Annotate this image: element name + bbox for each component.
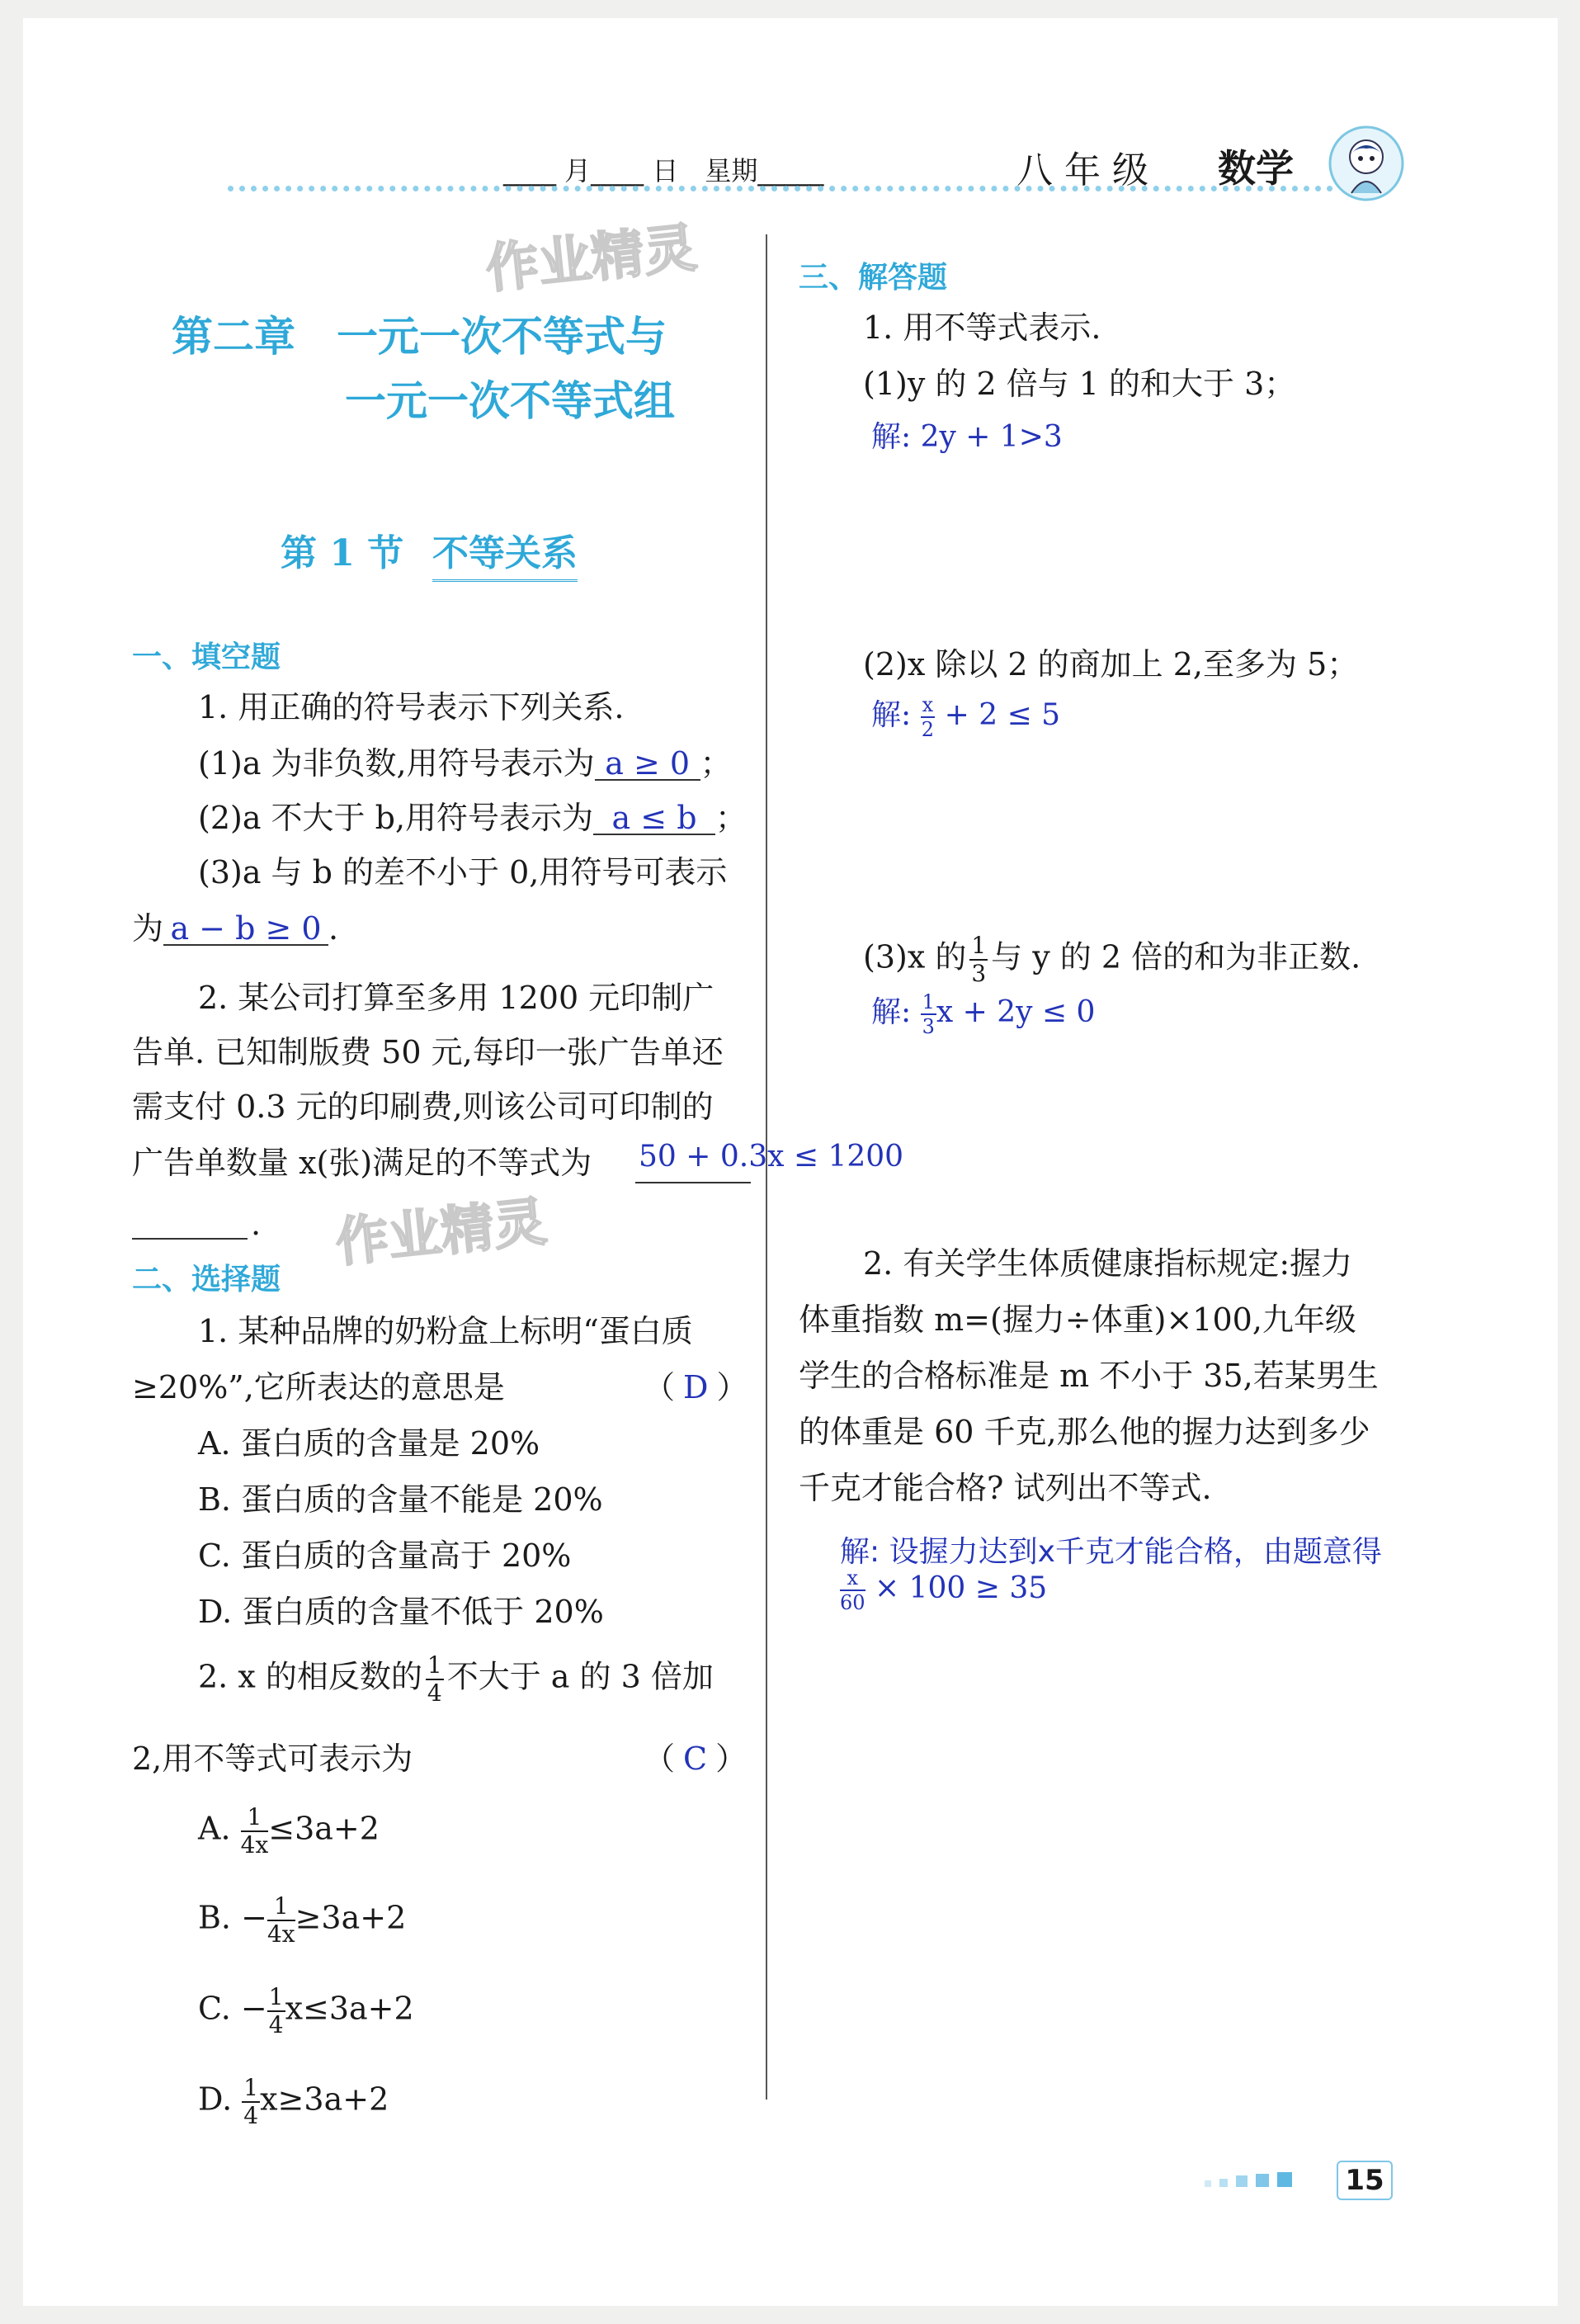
solve-q2-line3: 学生的合格标准是 m 不小于 35,若某男生 — [799, 1358, 1379, 1394]
choice-q2-option-b — [198, 1892, 407, 1948]
footer-dots — [1205, 2172, 1292, 2190]
section-number: 第 1 节 — [281, 532, 404, 574]
fraction-numerator: 1 — [243, 2074, 259, 2101]
answer-prefix: 解: — [871, 698, 912, 732]
fraction-denominator: 60 — [840, 1591, 865, 1614]
fraction — [921, 992, 936, 1037]
fraction — [266, 1892, 295, 1948]
choice-q1-answer: D — [683, 1369, 709, 1405]
period: . — [251, 1206, 262, 1242]
fill-q1-part3-answer-line — [132, 910, 339, 947]
option-rest: ≤3a+2 — [268, 1810, 380, 1847]
fill-q2-blank-line2 — [132, 1238, 248, 1240]
fraction-numerator: 1 — [922, 990, 935, 1013]
fraction-numerator: 1 — [971, 932, 987, 959]
solve-q1-stem: 1. 用不等式表示. — [863, 309, 1101, 346]
fill-q1-part1 — [198, 745, 732, 782]
choice-q1-answer-bracket — [644, 1369, 748, 1405]
mascot-icon — [1327, 124, 1406, 206]
fraction — [426, 1651, 444, 1707]
choice-q2-line2: 2,用不等式可表示为 — [132, 1741, 413, 1777]
solve-q2-line1: 2. 有关学生体质健康指标规定:握力 — [863, 1245, 1353, 1282]
solve-heading: 三、解答题 — [799, 261, 948, 295]
subject-label: 数学 — [1218, 146, 1294, 191]
fill-q1-part3-prefix: 为 — [132, 910, 164, 947]
solve-q2-line4: 的体重是 60 千克,那么他的握力达到多少 — [799, 1414, 1370, 1450]
paren-right: ） — [715, 1741, 748, 1777]
choice-q1-line2: ≥20%”,它所表达的意思是 — [132, 1369, 505, 1405]
watermark: 作业精灵 — [483, 217, 700, 301]
choice-q2-text-b: 不大于 a 的 3 倍加 — [446, 1658, 714, 1695]
option-rest: ≥3a+2 — [295, 1899, 407, 1936]
fill-q1-part2-answer: a ≤ b — [593, 802, 715, 835]
fraction — [969, 934, 988, 985]
answer-prefix: 解: — [871, 995, 912, 1029]
choice-q1-option-b: B. 蛋白质的含量不能是 20% — [198, 1481, 603, 1518]
fill-q1-part2-text: (2)a 不大于 b,用符号表示为 — [198, 800, 594, 836]
fraction-denominator: 4 — [243, 2102, 259, 2129]
paren-right: ） — [716, 1369, 748, 1405]
option-rest: x≤3a+2 — [285, 1990, 414, 2027]
fill-q2-line2: 告单. 已知制版费 50 元,每印一张广告单还 — [132, 1034, 724, 1070]
option-label: D. — [198, 2081, 233, 2118]
choice-q2-answer: C — [683, 1741, 708, 1777]
choice-q2-answer-bracket — [644, 1741, 748, 1777]
choice-q2-line1 — [198, 1651, 714, 1707]
period: . — [328, 910, 339, 947]
fill-q1-part1-text: (1)a 为非负数,用符号表示为 — [198, 745, 595, 782]
fill-q1-part3-text: (3)a 与 b 的差不小于 0,用符号可表示 — [198, 854, 728, 890]
semicolon: ； — [715, 800, 748, 836]
solve-q2-answer-line2 — [840, 1568, 1047, 1613]
fraction-numerator: x — [922, 693, 934, 716]
semicolon: ； — [700, 745, 732, 782]
solve-q2-line2: 体重指数 m=(握力÷体重)×100,九年级 — [799, 1301, 1356, 1338]
answer-rest: x + 2y ≤ 0 — [936, 995, 1096, 1029]
choice-q1-option-a: A. 蛋白质的含量是 20% — [198, 1425, 540, 1462]
fill-q1-part3-answer: a − b ≥ 0 — [163, 913, 328, 946]
choice-q2-option-a — [198, 1803, 380, 1859]
fill-q2-line3: 需支付 0.3 元的印刷费,则该公司可印制的 — [132, 1089, 714, 1125]
fraction-denominator: 4x — [266, 1920, 295, 1948]
chapter-title-line2: 一元一次不等式组 — [345, 377, 675, 425]
option-rest: x≥3a+2 — [260, 2081, 389, 2118]
solve-q1-answer2 — [871, 695, 1060, 739]
fraction — [242, 2076, 260, 2128]
choice-q2-text-a: 2. x 的相反数的 — [198, 1658, 422, 1695]
answer-rest: + 2 ≤ 5 — [944, 698, 1061, 732]
fraction — [267, 1983, 285, 2038]
solve-q1-answer3 — [871, 992, 1095, 1037]
fraction-numerator: 1 — [241, 1806, 269, 1832]
choice-q2-option-c — [198, 1983, 414, 2038]
date-line: ____ 月____ 日 星期_____ — [503, 155, 824, 187]
option-label: B. — [198, 1899, 232, 1936]
fill-q2-answer: 50 + 0.3x ≤ 1200 — [639, 1140, 904, 1174]
fraction-numerator: x — [840, 1568, 865, 1591]
choice-q1-line1: 1. 某种品牌的奶粉盒上标明“蛋白质 — [198, 1313, 693, 1349]
part3-text-a: (3)x 的 — [863, 938, 967, 975]
fraction-numerator: 1 — [267, 1895, 295, 1921]
choice-q1-option-c: C. 蛋白质的含量高于 20% — [198, 1538, 572, 1574]
part3-text-b: 与 y 的 2 倍的和为非正数. — [991, 938, 1361, 975]
chapter-title-line1: 第二章 一元一次不等式与 — [172, 313, 667, 361]
paren-left: （ — [644, 1369, 676, 1405]
fraction-denominator: 4 — [268, 2011, 284, 2038]
solve-q1-part3 — [863, 934, 1361, 985]
answer-rest: × 100 ≥ 35 — [875, 1571, 1048, 1605]
watermark: 作业精灵 — [333, 1191, 549, 1275]
page — [23, 18, 1558, 2306]
solve-q1-part2: (2)x 除以 2 的商加上 2,至多为 5； — [863, 646, 1359, 683]
fill-heading: 一、填空题 — [132, 640, 281, 674]
fill-q2-blank-line — [635, 1182, 751, 1183]
fraction-numerator: 1 — [268, 1983, 284, 2010]
solve-q1-answer1: 解: 2y + 1>3 — [871, 420, 1063, 454]
option-label: A. — [198, 1810, 231, 1847]
fraction — [240, 1803, 269, 1859]
fill-q2-line4: 广告单数量 x(张)满足的不等式为 — [132, 1145, 592, 1181]
fraction — [840, 1568, 865, 1613]
fraction-denominator: 3 — [922, 1015, 935, 1038]
option-sign: − — [240, 1990, 267, 2027]
fraction-denominator: 4 — [427, 1679, 442, 1707]
page-number: 15 — [1337, 2161, 1393, 2200]
solve-q1-part1: (1)y 的 2 倍与 1 的和大于 3； — [863, 366, 1296, 402]
header-dotted-line — [228, 186, 1333, 191]
fraction-denominator: 2 — [921, 718, 934, 741]
fraction-denominator: 3 — [971, 960, 987, 987]
solve-q2-answer-line1: 解: 设握力达到x千克才能合格，由题意得 — [840, 1535, 1382, 1569]
choice-heading: 二、选择题 — [132, 1263, 281, 1297]
grade-label: 八 年 级 — [1016, 149, 1148, 191]
fraction-numerator: 1 — [427, 1651, 442, 1679]
option-sign: − — [241, 1899, 267, 1936]
solve-q2-line5: 千克才能合格? 试列出不等式. — [799, 1470, 1212, 1506]
fraction — [921, 695, 936, 739]
paren-left: （ — [644, 1741, 676, 1777]
fill-q2-line1: 2. 某公司打算至多用 1200 元印制广 — [198, 980, 715, 1016]
option-label: C. — [198, 1990, 231, 2027]
fraction-denominator: 4x — [240, 1831, 269, 1859]
choice-q1-option-d: D. 蛋白质的含量不低于 20% — [198, 1594, 604, 1630]
section-title: 不等关系 — [432, 523, 578, 582]
fill-q1-part2 — [198, 802, 747, 835]
fill-q1-part1-answer: a ≥ 0 — [595, 748, 700, 781]
fill-q1-stem: 1. 用正确的符号表示下列关系. — [198, 689, 625, 725]
choice-q2-option-d — [198, 2076, 389, 2128]
